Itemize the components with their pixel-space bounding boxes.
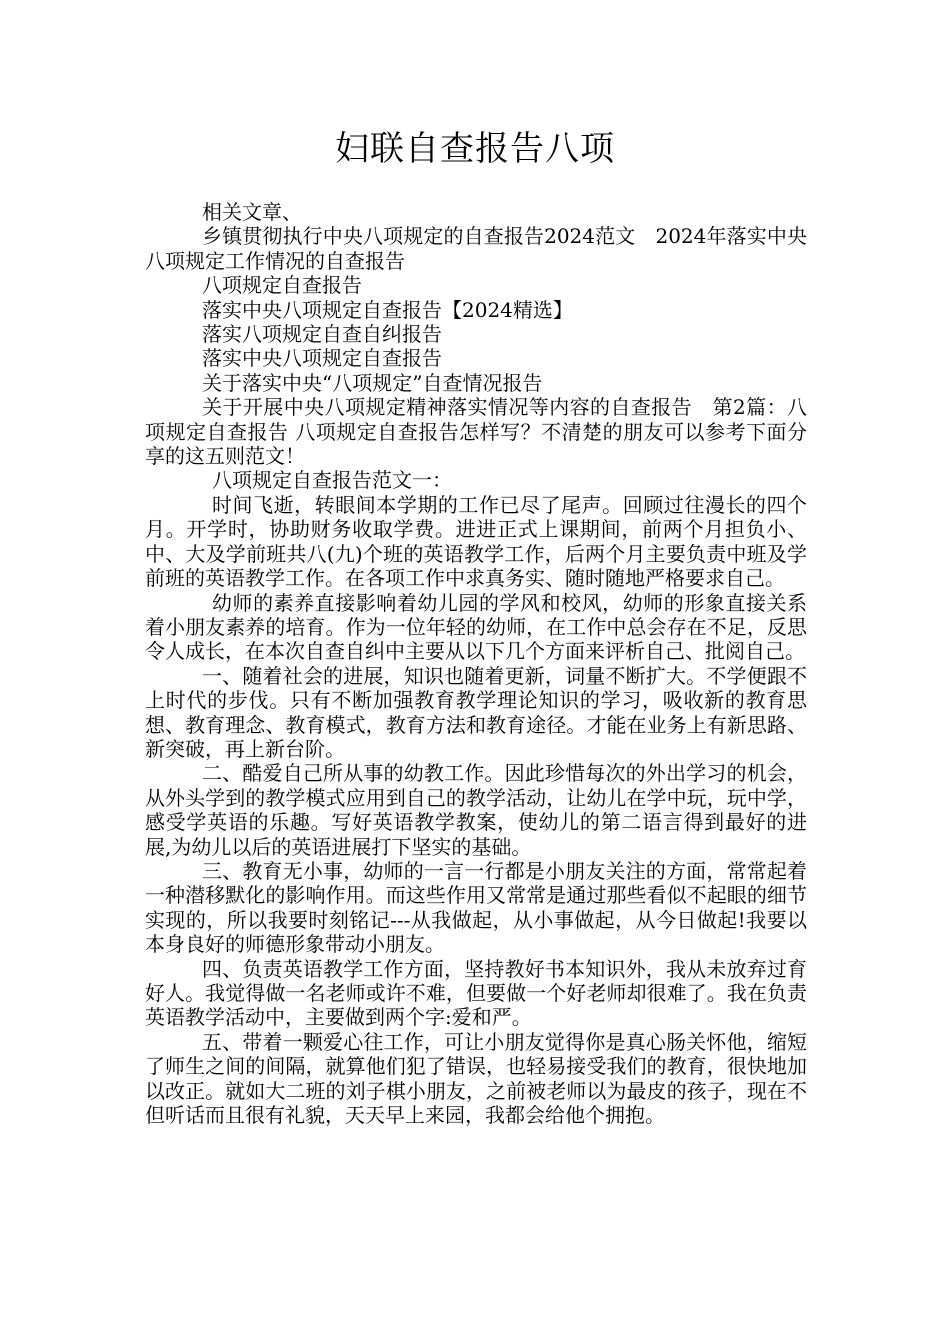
body-paragraph: 落实中央八项规定自查报告 <box>202 346 442 371</box>
body-paragraph: 时间飞逝，转眼间本学期的工作已尽了尾声。回顾过往漫长的四个月。开学时，协助财务收取学费。进进正式上课期间，前两个月担负小、中、大及学前班共八(九)个班的英语教学工作，后两个月主要负责中班及学前班的英语教学工作。在各项工作中求真务实、随时随地严格要求自己。 <box>145 492 807 591</box>
body-paragraph: 关于落实中央“八项规定”自查情况报告 <box>202 370 543 395</box>
document-title: 妇联自查报告八项 <box>335 129 615 169</box>
body-paragraph: 八项规定自查报告范文一： <box>212 468 452 493</box>
body-paragraph: 落实八项规定自查自纠报告 <box>202 322 442 347</box>
body-paragraph: 相关文章、 <box>202 200 302 224</box>
body-paragraph: 三、教育无小事，幼师的一言一行都是小朋友关注的方面，常常起着一种潜移默化的影响作用。而这些作用又常常是通过那些看似不起眼的细节实现的，所以我要时刻铭记---从我做起，从小事做起，从今日做起!我要以本身良好的师德形象带动小朋友。 <box>145 858 807 957</box>
body-paragraph: 乡镇贯彻执行中央八项规定的自查报告2024范文 2024年落实中央八项规定工作情况的自查报告 <box>145 224 807 273</box>
body-paragraph: 幼师的素养直接影响着幼儿园的学风和校风，幼师的形象直接关系着小朋友素养的培育。作为一位年轻的幼师，在工作中总会存在不足，反思令人成长，在本次自查自纠中主要从以下几个方面来评析自己、批阅自己。 <box>145 590 807 664</box>
document-body <box>145 200 807 1127</box>
body-paragraph: 五、带着一颗爱心往工作，可让小朋友觉得你是真心肠关怀他，缩短了师生之间的间隔，就算他们犯了错误，也轻易接受我们的教育，很快地加以改正。就如大二班的刘子棋小朋友，之前被老师以为最皮的孩子，现在不但听话而且很有礼貌，天天早上来园，我都会给他个拥抱。 <box>145 1029 807 1128</box>
body-paragraph: 二、酷爱自己所从事的幼教工作。因此珍惜每次的外出学习的机会，从外头学到的教学模式应用到自己的教学活动，让幼儿在学中玩，玩中学，感受学英语的乐趣。写好英语教学教案，使幼儿的第二语言得到最好的进展,为幼儿以后的英语进展打下坚实的基础。 <box>145 761 807 859</box>
body-paragraph: 八项规定自查报告 <box>202 273 362 298</box>
body-paragraph: 四、负责英语教学工作方面，坚持教好书本知识外，我从未放弃过育好人。我觉得做一名老师或许不难，但要做一个好老师却很难了。我在负责英语教学活动中，主要做到两个字:爱和严。 <box>145 956 807 1030</box>
body-paragraph: 一、随着社会的进展，知识也随着更新，词量不断扩大。不学便跟不上时代的步伐。只有不断加强教育教学理论知识的学习，吸收新的教育思想、教育理念、教育模式，教育方法和教育途径。才能在业务上有新思路、新突破，再上新台阶。 <box>145 663 807 761</box>
body-paragraph: 落实中央八项规定自查报告【2024精选】 <box>202 297 573 322</box>
body-paragraph: 关于开展中央八项规定精神落实情况等内容的自查报告 第2篇：八项规定自查报告 八项规定自查报告怎样写？不清楚的朋友可以参考下面分享的这五则范文！ <box>145 395 807 469</box>
